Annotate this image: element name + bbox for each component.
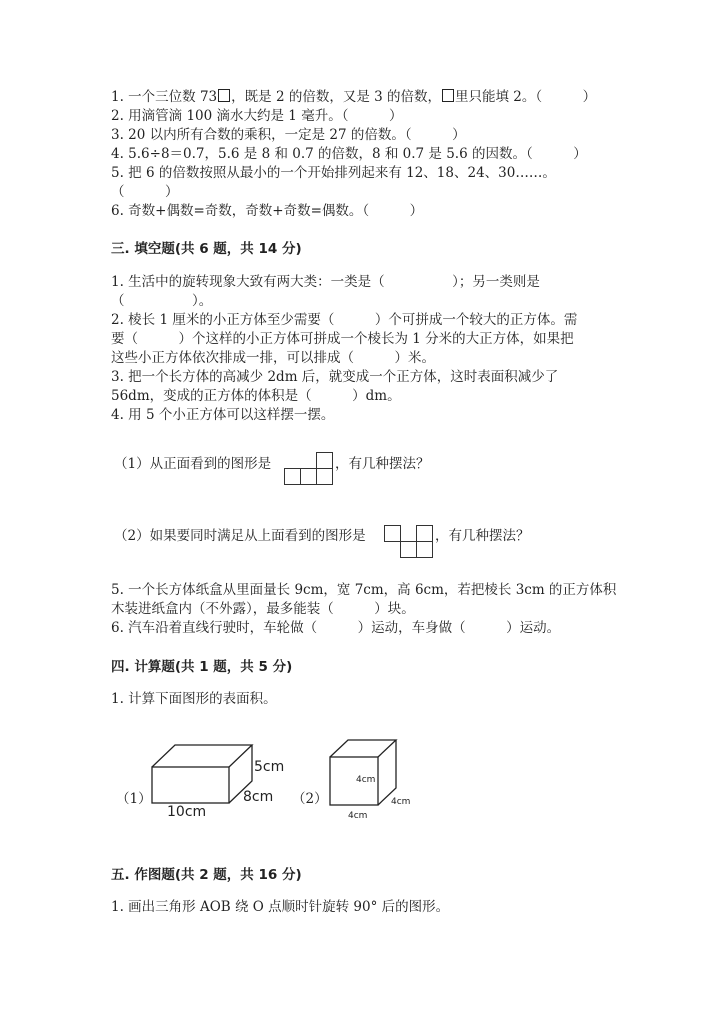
front-view-figure <box>284 452 334 486</box>
top-view-figure <box>384 525 434 559</box>
fill-q5-line2: 木装进纸盒内（不外露），最多能装（ ）块。 <box>111 601 415 617</box>
judge-q5-blank: （ ） <box>111 184 179 200</box>
fill-q2-line1: 2. 棱长 1 厘米的小正方体至少需要（ ）个可拼成一个较大的正方体。需 <box>111 312 578 328</box>
section-title-calc: 四. 计算题(共 1 题，共 5 分) <box>111 659 293 675</box>
cube-width-label: 4cm <box>348 811 368 821</box>
fill-q4: 4. 用 5 个小正方体可以这样摆一摆。 <box>111 407 335 423</box>
fill-q4a-post: ，有几种摆法？ <box>335 456 430 472</box>
fill-q3-line2: 56dm，变成的正方体的体积是（ ）dm。 <box>111 388 401 404</box>
cube-height-label: 4cm <box>356 775 376 785</box>
fill-q1-line1: 1. 生活中的旋转现象大致有两大类：一类是（ ）；另一类则是 <box>111 274 540 290</box>
cuboid-length-label: 10cm <box>167 804 207 820</box>
fig2-label: （2） <box>292 791 328 807</box>
cube-figure <box>328 738 418 823</box>
fig1-label: （1） <box>116 791 152 807</box>
judge-q5: 5. 把 6 的倍数按照从最小的一个开始排列起来有 12、18、24、30……。 <box>111 165 556 181</box>
blank-square-icon <box>442 89 454 102</box>
fill-q4b-pre: （2）如果要同时满足从上面看到的图形是 <box>114 528 366 544</box>
judge-q4: 4. 5.6÷8＝0.7，5.6 是 8 和 0.7 的倍数，8 和 0.7 是 5.6 的因数。（ ） <box>111 146 587 162</box>
judge-q6: 6. 奇数+偶数=奇数，奇数+奇数=偶数。（ ） <box>111 203 424 219</box>
cuboid-height-label: 5cm <box>254 759 285 775</box>
cuboid-figure <box>150 740 300 820</box>
fill-q6: 6. 汽车沿着直线行驶时，车轮做（ ）运动，车身做（ ）运动。 <box>111 620 561 636</box>
blank-square-icon <box>218 89 230 102</box>
calc-q1: 1. 计算下面图形的表面积。 <box>111 691 277 707</box>
fill-q5-line1: 5. 一个长方体纸盒从里面量长 9cm，宽 7cm，高 6cm，若把棱长 3cm 的正方体积 <box>111 582 617 598</box>
fill-q4b-post: ，有几种摆法？ <box>435 528 530 544</box>
section-title-fill: 三. 填空题(共 6 题，共 14 分) <box>111 241 302 257</box>
section-title-draw: 五. 作图题(共 2 题，共 16 分) <box>111 867 302 883</box>
fill-q3-line1: 3. 把一个长方体的高减少 2dm 后，就变成一个正方体，这时表面积减少了 <box>111 369 559 385</box>
fill-q2-line2: 要（ ）个这样的小正方体可拼成一个棱长为 1 分米的大正方体，如果把 <box>111 331 574 347</box>
fill-q4a-pre: （1）从正面看到的图形是 <box>114 456 272 472</box>
judge-q1: 1. 一个三位数 73 ，既是 2 的倍数，又是 3 的倍数， 里只能填 2。（ ） <box>111 89 597 105</box>
cuboid-width-label: 8cm <box>243 789 274 805</box>
fill-q1-line2: （ ）。 <box>111 293 213 309</box>
fill-q2-line3: 这些小正方体依次排成一排，可以排成（ ）米。 <box>111 350 435 366</box>
cube-depth-label: 4cm <box>391 797 411 807</box>
judge-q2: 2. 用滴管滴 100 滴水大约是 1 毫升。（ ） <box>111 108 403 124</box>
draw-q1: 1. 画出三角形 AOB 绕 O 点顺时针旋转 90° 后的图形。 <box>111 899 450 915</box>
judge-q3: 3. 20 以内所有合数的乘积，一定是 27 的倍数。（ ） <box>111 127 466 143</box>
